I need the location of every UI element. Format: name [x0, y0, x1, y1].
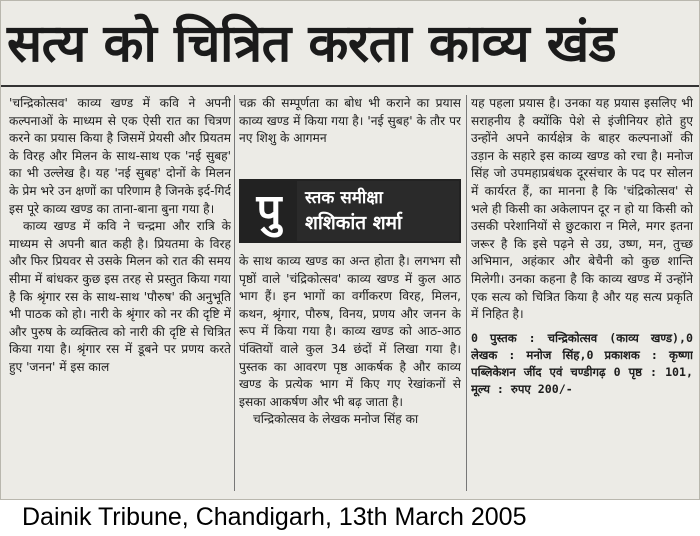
column-2-paragraph-2: चन्द्रिकोत्सव के लेखक मनोज सिंह का — [253, 412, 419, 427]
column-1 — [9, 95, 231, 495]
byline-letter: पु — [241, 181, 297, 241]
column-2-paragraph-1: के साथ काव्य खण्ड का अन्त होता है। लगभग सौ पृष्ठों वाले 'चंद्रिकोत्सव' काव्य खण्ड में कुल आठ भाग हैं। इन भागों का वर्गीकरण विरह, मिलन, कथन, श्रृंगार, पौरुष, विनय, प्रणय और जनन के रूप में किया गया है। काव्य खण्ड को आठ-आठ पंक्तियों वाले कुल 34 छंदों में लिखा गया है। पुस्तक का आवरण पृष्ठ आकर्षक है और काव्य खण्ड के प्रत्येक भाग में किए गए रेखांकनों से इसका आकर्षण और भी बढ़ जाता है। — [239, 254, 461, 409]
headline-rule — [1, 85, 700, 87]
headline: सत्य को चित्रित करता काव्य खंड — [7, 14, 617, 74]
byline-text — [297, 181, 459, 241]
column-1-paragraph-2: काव्य खण्ड में कवि ने चन्द्रमा और रात्रि के माध्यम से अपनी बात कही है। प्रियतमा के विरह और फिर प्रियवर से उसके मिलन को रात की समय सीमा में बांधकर कुछ इस तरह से प्रस्तुत किया गया है कि श्रृंगार रस के साथ-साथ 'पौरुष' की अनुभूति भी पाठक को हो। नारी के श्रृंगार को नर की दृष्टि में और पुरुष के व्यक्तित्व को नारी की दृष्टि से चित्रित किया गया है। श्रृंगार रस में डूबने पर प्रणय करते हुए 'जनन' में इस काल — [9, 219, 231, 374]
byline-box — [239, 179, 461, 243]
byline-label: स्तक समीक्षा — [305, 188, 383, 208]
book-details: 0 पुस्तक : चन्द्रिकोत्सव (काव्य खण्ड),0 लेखक : मनोज सिंह,0 प्रकाशक : कृष्णा पब्लिकेशन जींद एवं चण्डीगढ़ 0 पृष्ठ : 101, मूल्य : रुपए 200/- — [471, 330, 693, 396]
column-3 — [471, 95, 693, 495]
column-3-paragraph: यह पहला प्रयास है। उनका यह प्रयास इसलिए भी सराहनीय है क्योंकि पेशे से इंजीनियर होते हुए उन्होंने अपने कार्यक्षेत्र के बाहर कल्पनाओं की उड़ान के सहारे इस काव्य खण्ड को रचा है। मनोज सिंह जो उपमहाप्रबंधक दूरसंचार के पद पर सोलन में कार्यरत हैं, का मानना है कि 'चंद्रिकोत्सव' से भले ही किसी का अकेलापन दूर न हो या किसी को उसकी परेशानियों से छुटकारा न मिले, मगर इतना जरूर है कि इसे पढ़ने से उग्र, उष्ण, मन, तुच्छ अभिमान, अहंकार और बेचैनी को कुछ शान्ति मिलेगी। उनका कहना है कि काव्य खण्ड में उन्होंने एक सत्य को चित्रित किया है और यह सत्य प्रकृति में निहित है। — [471, 96, 693, 322]
column-divider — [466, 95, 467, 491]
column-1-paragraph-1: 'चन्द्रिकोत्सव' काव्य खण्ड में कवि ने अपनी कल्पनाओं के माध्यम से एक ऐसी रात का चित्रण करने का प्रयास किया है जिसमें प्रेयसी और प्रियतम के विरह और मिलन के साथ-साथ एक 'नई सुबह' का भी उल्लेख है। यह 'नई सुबह' दोनों के मिलन के प्रेम भरे उन क्षणों का परिणाम है जिनके इर्द-गिर्द इस पूरे काव्य खण्ड का ताना-बाना बुना गया है। — [9, 96, 231, 216]
byline-author: शशिकांत शर्मा — [305, 212, 402, 234]
column-2 — [239, 95, 461, 495]
source-caption: Dainik Tribune, Chandigarh, 13th March 2005 — [22, 503, 527, 531]
column-divider — [234, 95, 235, 491]
column-2-top-text: चक्र की सम्पूर्णता का बोध भी कराने का प्रयास काव्य खण्ड में किया गया है। 'नई सुबह' के तौर पर नए शिशु के आगमन — [239, 96, 461, 146]
